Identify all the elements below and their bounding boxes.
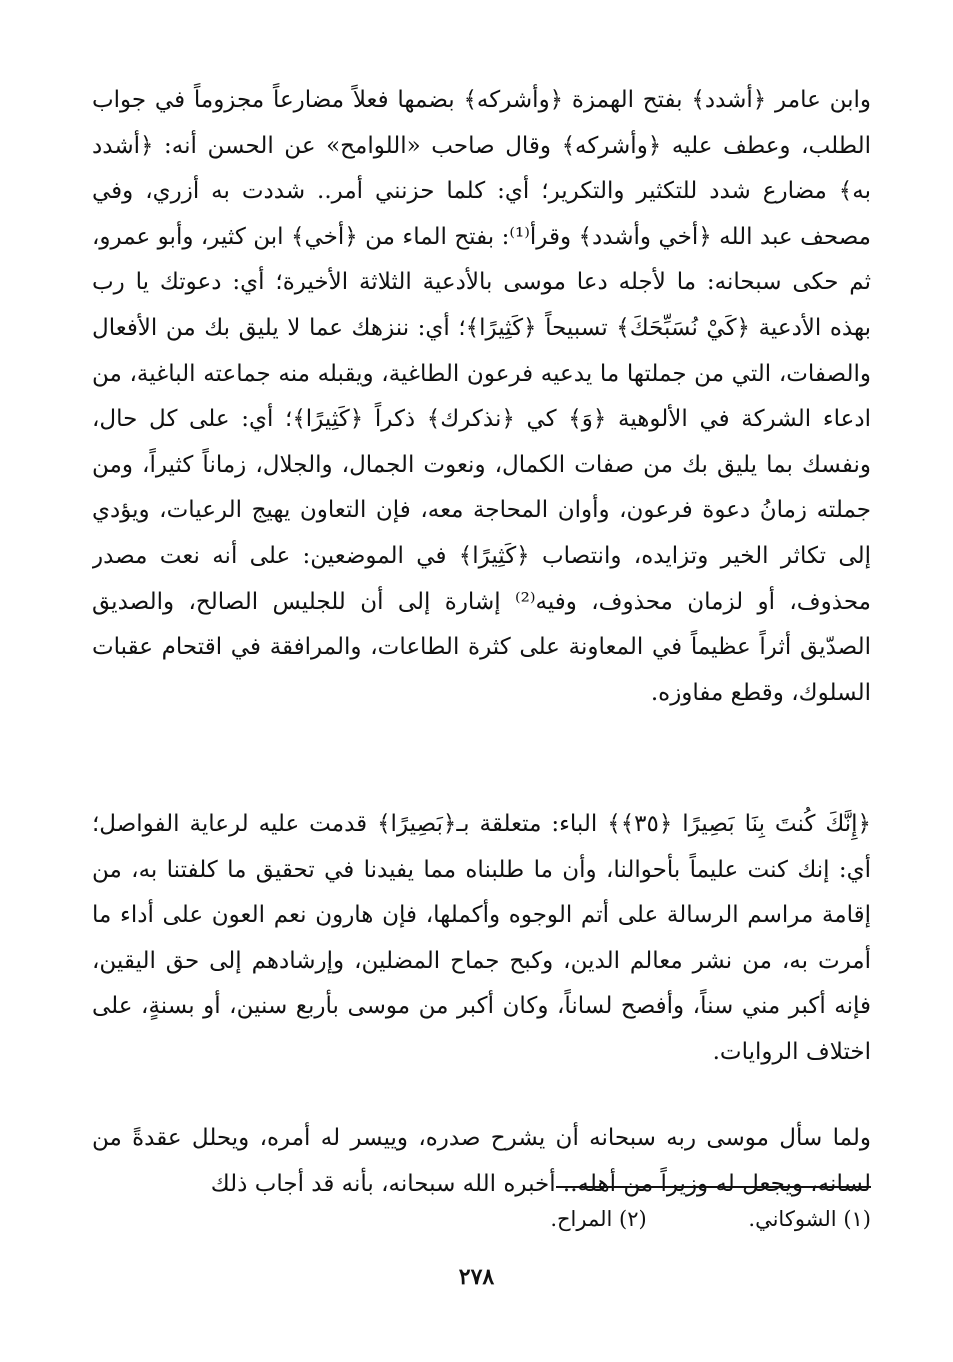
footnote-separator [556, 1186, 871, 1188]
footnote-2: (٢) المراح. [550, 1207, 647, 1231]
footnote-1: (١) الشوكاني. [748, 1207, 871, 1231]
footnotes [351, 1204, 871, 1234]
page-number: ٢٧٨ [458, 1264, 495, 1290]
paragraph-1: وابن عامر ﴿أشدد﴾ بفتح الهمزة ﴿وأشركه﴾ بضمها فعلاً مضارعاً مجزوماً في جواب الطلب، وعطف عليه ﴿وأشركه﴾ وقال صاحب «اللوامح» عن الحسن أنه: ﴿أشدد به﴾ مضارع شدد للتكثير والتكرير؛ أي: كلما حزنني أمر.. شددت به أزري، وفي مصحف عبد الله ﴿أخي وأشدد﴾ وقرأ⁽¹⁾: بفتح الماء من ﴿أخي﴾ ابن كثير، وأبو عمرو، ثم حكى سبحانه: ما لأجله دعا موسى بالأدعية الثلاثة الأخيرة؛ أي: دعوتك يا رب بهذه الأدعية ﴿كَيْ نُسَبِّحَكَ﴾ تسبيحاً ﴿كَثِيرًا﴾؛ أي: ننزهك عما لا يليق بك من الأفعال والصفات، التي من جملتها ما يدعيه فرعون الطاغية، ويقبله منه جماعته الباغية، من ادعاء الشركة في الألوهية ﴿وَ﴾ كي ﴿نذكرك﴾ ذكراً ﴿كَثِيرًا﴾؛ أي: على كل حال، ونفسك بما يليق بك من صفات الكمال، ونعوت الجمال، والجلال، زماناً كثيراً، ومن جملته زمانُ دعوة فرعون، وأوان المحاجة معه، فإن التعاون يهيج الرعيات، ويؤدي إلى تكاثر الخير وتزايده، وانتصاب ﴿كَثِيرًا﴾ في الموضعين: على أنه نعت مصدر محذوف، أو لزمان محذوف، وفيه⁽²⁾ إشارة إلى أن للجليس الصالح، والصديق الصدّيق أثراً عظيماً في المعاونة على كثرة الطاعات، والمرافقة في اقتحام عقبات السلوك، وقطع مفاوزه. [92, 87, 871, 706]
paragraph-2: ﴿إِنَّكَ كُنتَ بِنَا بَصِيرًا ﴿٣٥﴾﴾ الباء: متعلقة بـ﴿بَصِيرًا﴾ قدمت عليه لرعاية الفواصل؛ أي: إنك كنت عليماً بأحوالنا، وأن ما طلبناه مما يفيدنا في تحقيق ما كلفتنا به، من إقامة مراسم الرسالة على أتم الوجوه وأكملها، فإن هارون نعم العون على أداء ما أمرت به، من نشر معالم الدين، وكبح جماح المضلين، وإرشادهم إلى حق اليقين، فإنه أكبر مني سناً، وأفصح لساناً، وكان أكبر من موسى بأربع سنين، أو بسنةٍ، على اختلاف الروايات. [92, 811, 871, 1065]
paragraph-3: ولما سأل موسى ربه سبحانه أن يشرح صدره، وييسر له أمره، ويحلل عقدةً من لسانه، ويجعل له وزيراً من أهله.. أخبره الله سبحانه، بأنه قد أجاب ذلك [92, 1125, 871, 1197]
